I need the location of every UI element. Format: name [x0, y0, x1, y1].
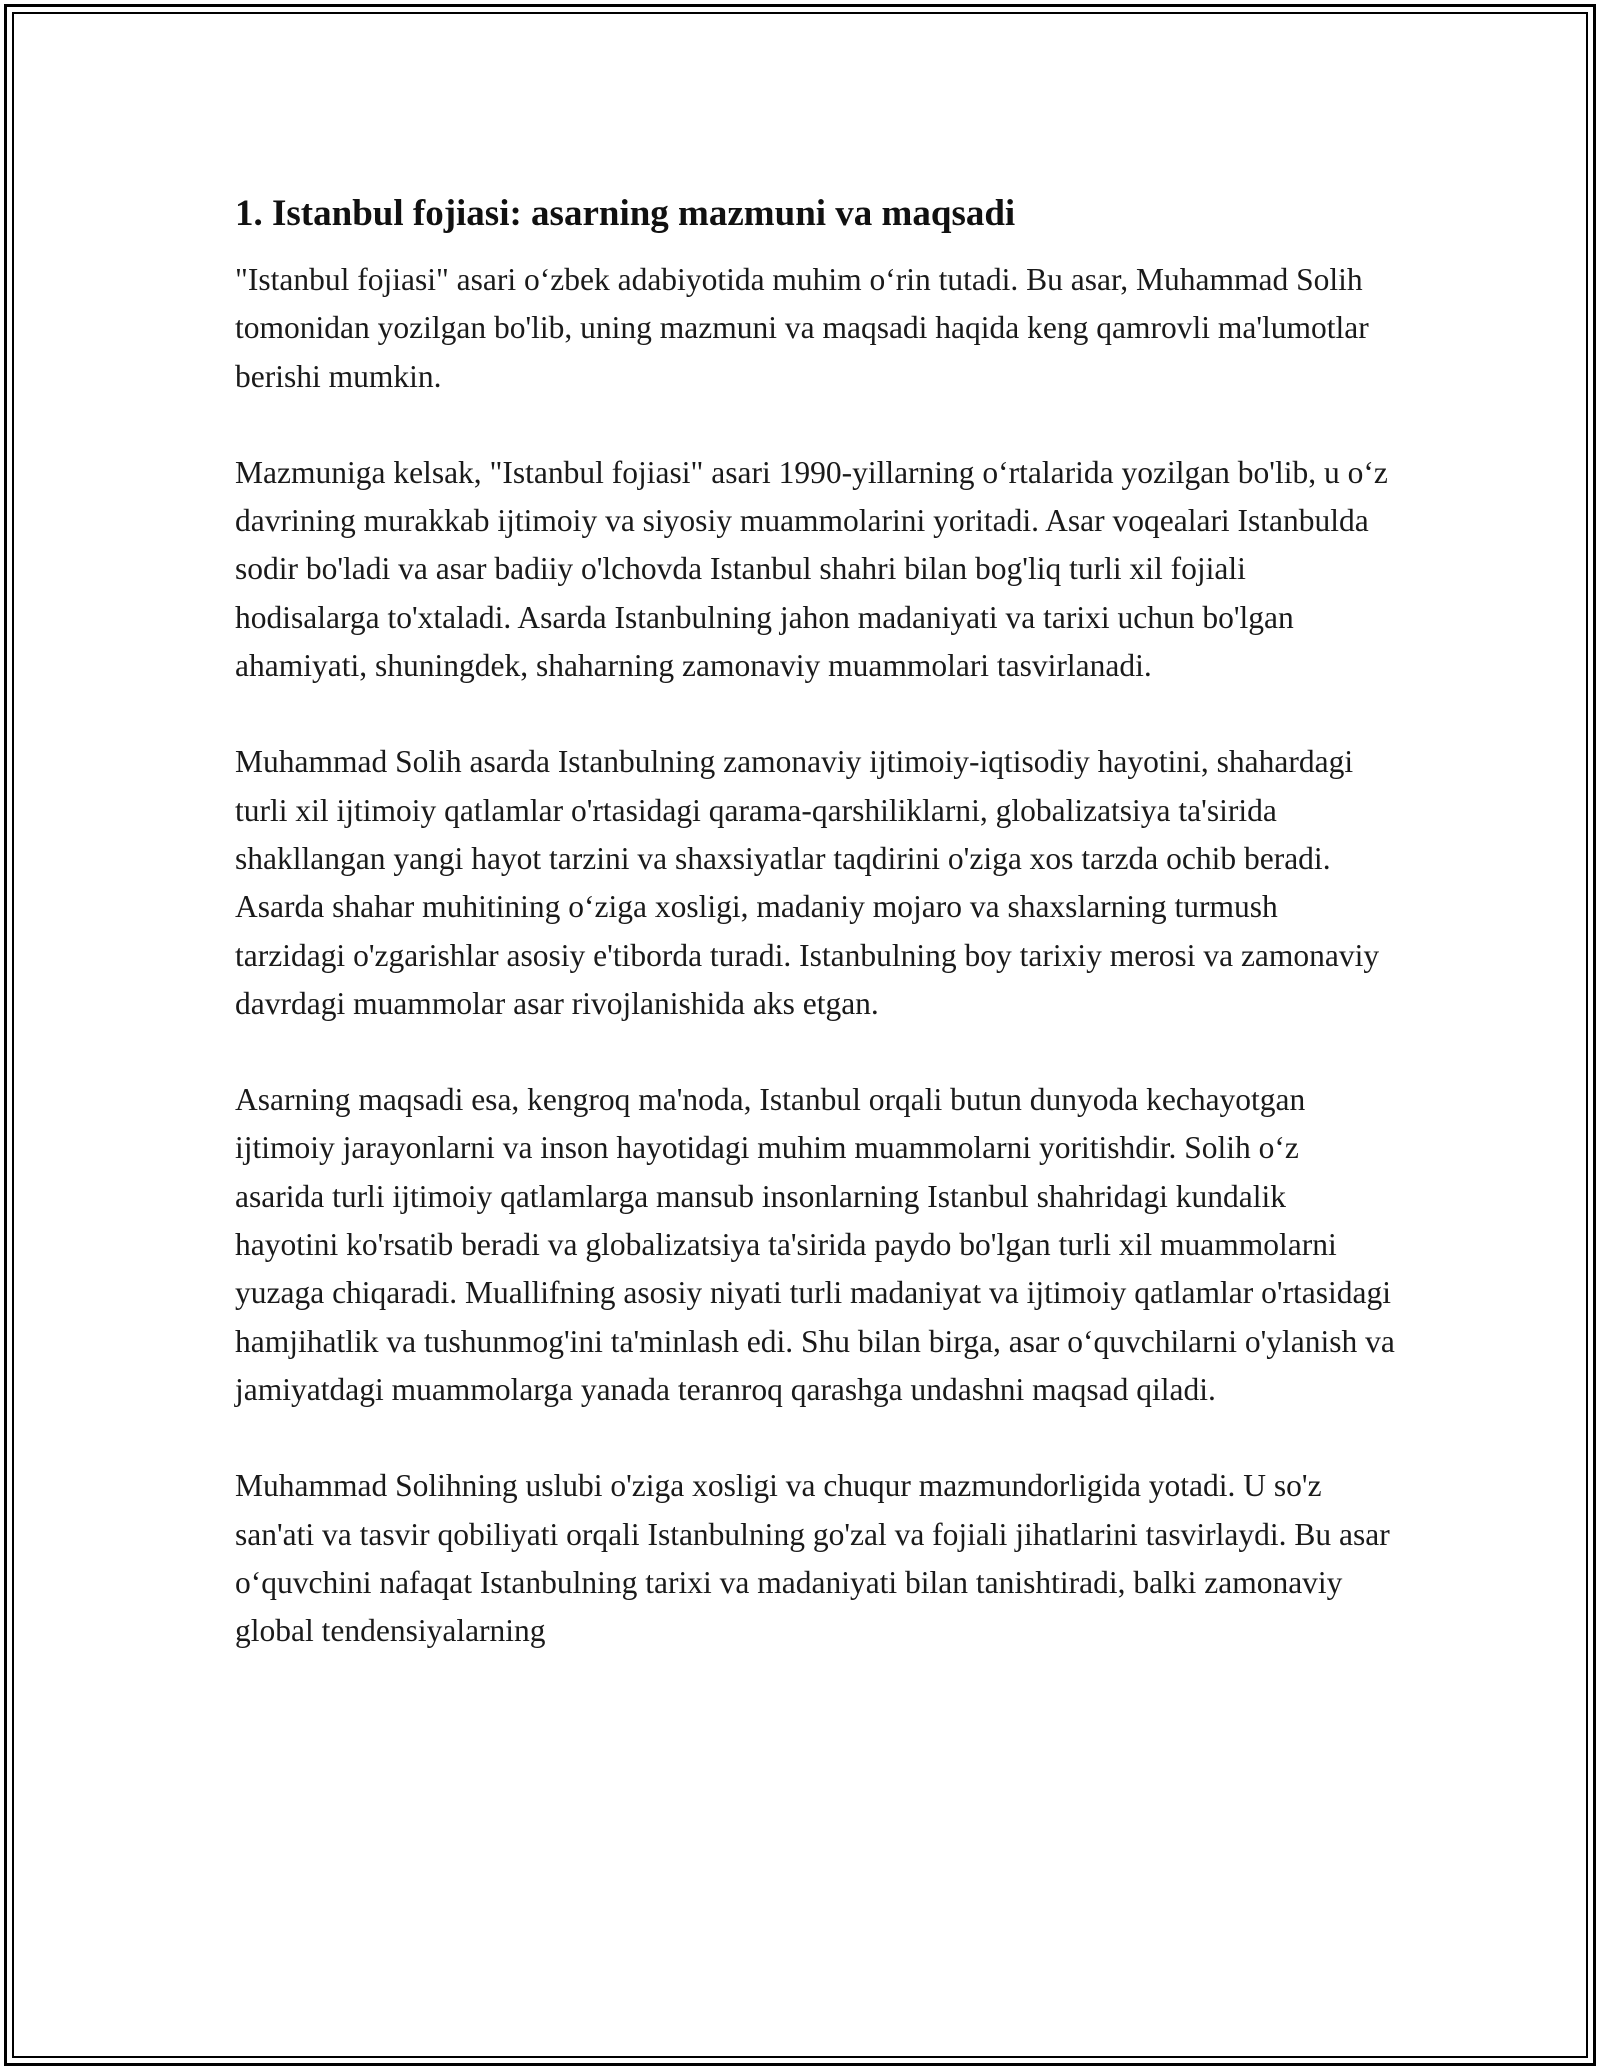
paragraph-style: Muhammad Solihning uslubi o'ziga xosligi va chuqur mazmundorligida yotadi. U so'z san'ati va tasvir qobiliyati orqali Istanbulning go'zal va fojiali jihatlarini tasvirlaydi. Bu asar o‘quvchini nafaqat Istanbulning tarixi va madaniyati bilan tanishtiradi, balki zamonaviy global tendensiyalarning [235, 1468, 1390, 1649]
paragraph-intro: "Istanbul fojiasi" asari o‘zbek adabiyotida muhim o‘rin tutadi. Bu asar, Muhammad Solih tomonidan yozilgan bo'lib, uning mazmuni va maqsadi haqida keng qamrovli ma'lumotlar berishi mumkin. [235, 262, 1369, 394]
section-heading: 1. Istanbul fojiasi: asarning mazmuni va maqsadi [235, 193, 1016, 234]
paragraph-themes: Muhammad Solih asarda Istanbulning zamonaviy ijtimoiy-iqtisodiy hayotini, shahardagi turli xil ijtimoiy qatlamlar o'rtasidagi qarama-qarshiliklarni, globalizatsiya ta'sirida shakllangan yangi hayot tarzini va shaxsiyatlar taqdirini o'ziga xos tarzda ochib beradi. Asarda shahar muhitining o‘ziga xosligi, madaniy mojaro va shaxslarning turmush tarzidagi o'zgarishlar asosiy e'tiborda turadi. Istanbulning boy tarixiy merosi va zamonaviy davrdagi muammolar asar rivojlanishida aks etgan. [235, 744, 1380, 1021]
paragraph-content: Mazmuniga kelsak, "Istanbul fojiasi" asari 1990-yillarning o‘rtalarida yozilgan bo'lib, u o‘z davrining murakkab ijtimoiy va siyosiy muammolarini yoritadi. Asar voqealari Istanbulda sodir bo'ladi va asar badiiy o'lchovda Istanbul shahri bilan bog'liq turli xil fojiali hodisalarga to'xtaladi. Asarda Istanbulning jahon madaniyati va tarixi uchun bo'lgan ahamiyati, shuningdek, shaharning zamonaviy muammolari tasvirlanadi. [235, 454, 1388, 684]
document-body [235, 190, 1395, 1655]
paragraph-purpose: Asarning maqsadi esa, kengroq ma'noda, Istanbul orqali butun dunyoda kechayotgan ijtimoiy jarayonlarni va inson hayotidagi muhim muammolarni yoritishdir. Solih o‘z asarida turli ijtimoiy qatlamlarga mansub insonlarning Istanbul shahridagi kundalik hayotini ko'rsatib beradi va globalizatsiya ta'sirida paydo bo'lgan turli xil muammolarni yuzaga chiqaradi. Muallifning asosiy niyati turli madaniyat va ijtimoiy qatlamlar o'rtasidagi hamjihatlik va tushunmog'ini ta'minlash edi. Shu bilan birga, asar o‘quvchilarni o'ylanish va jamiyatdagi muammolarga yanada teranroq qarashga undashni maqsad qiladi. [235, 1082, 1395, 1407]
